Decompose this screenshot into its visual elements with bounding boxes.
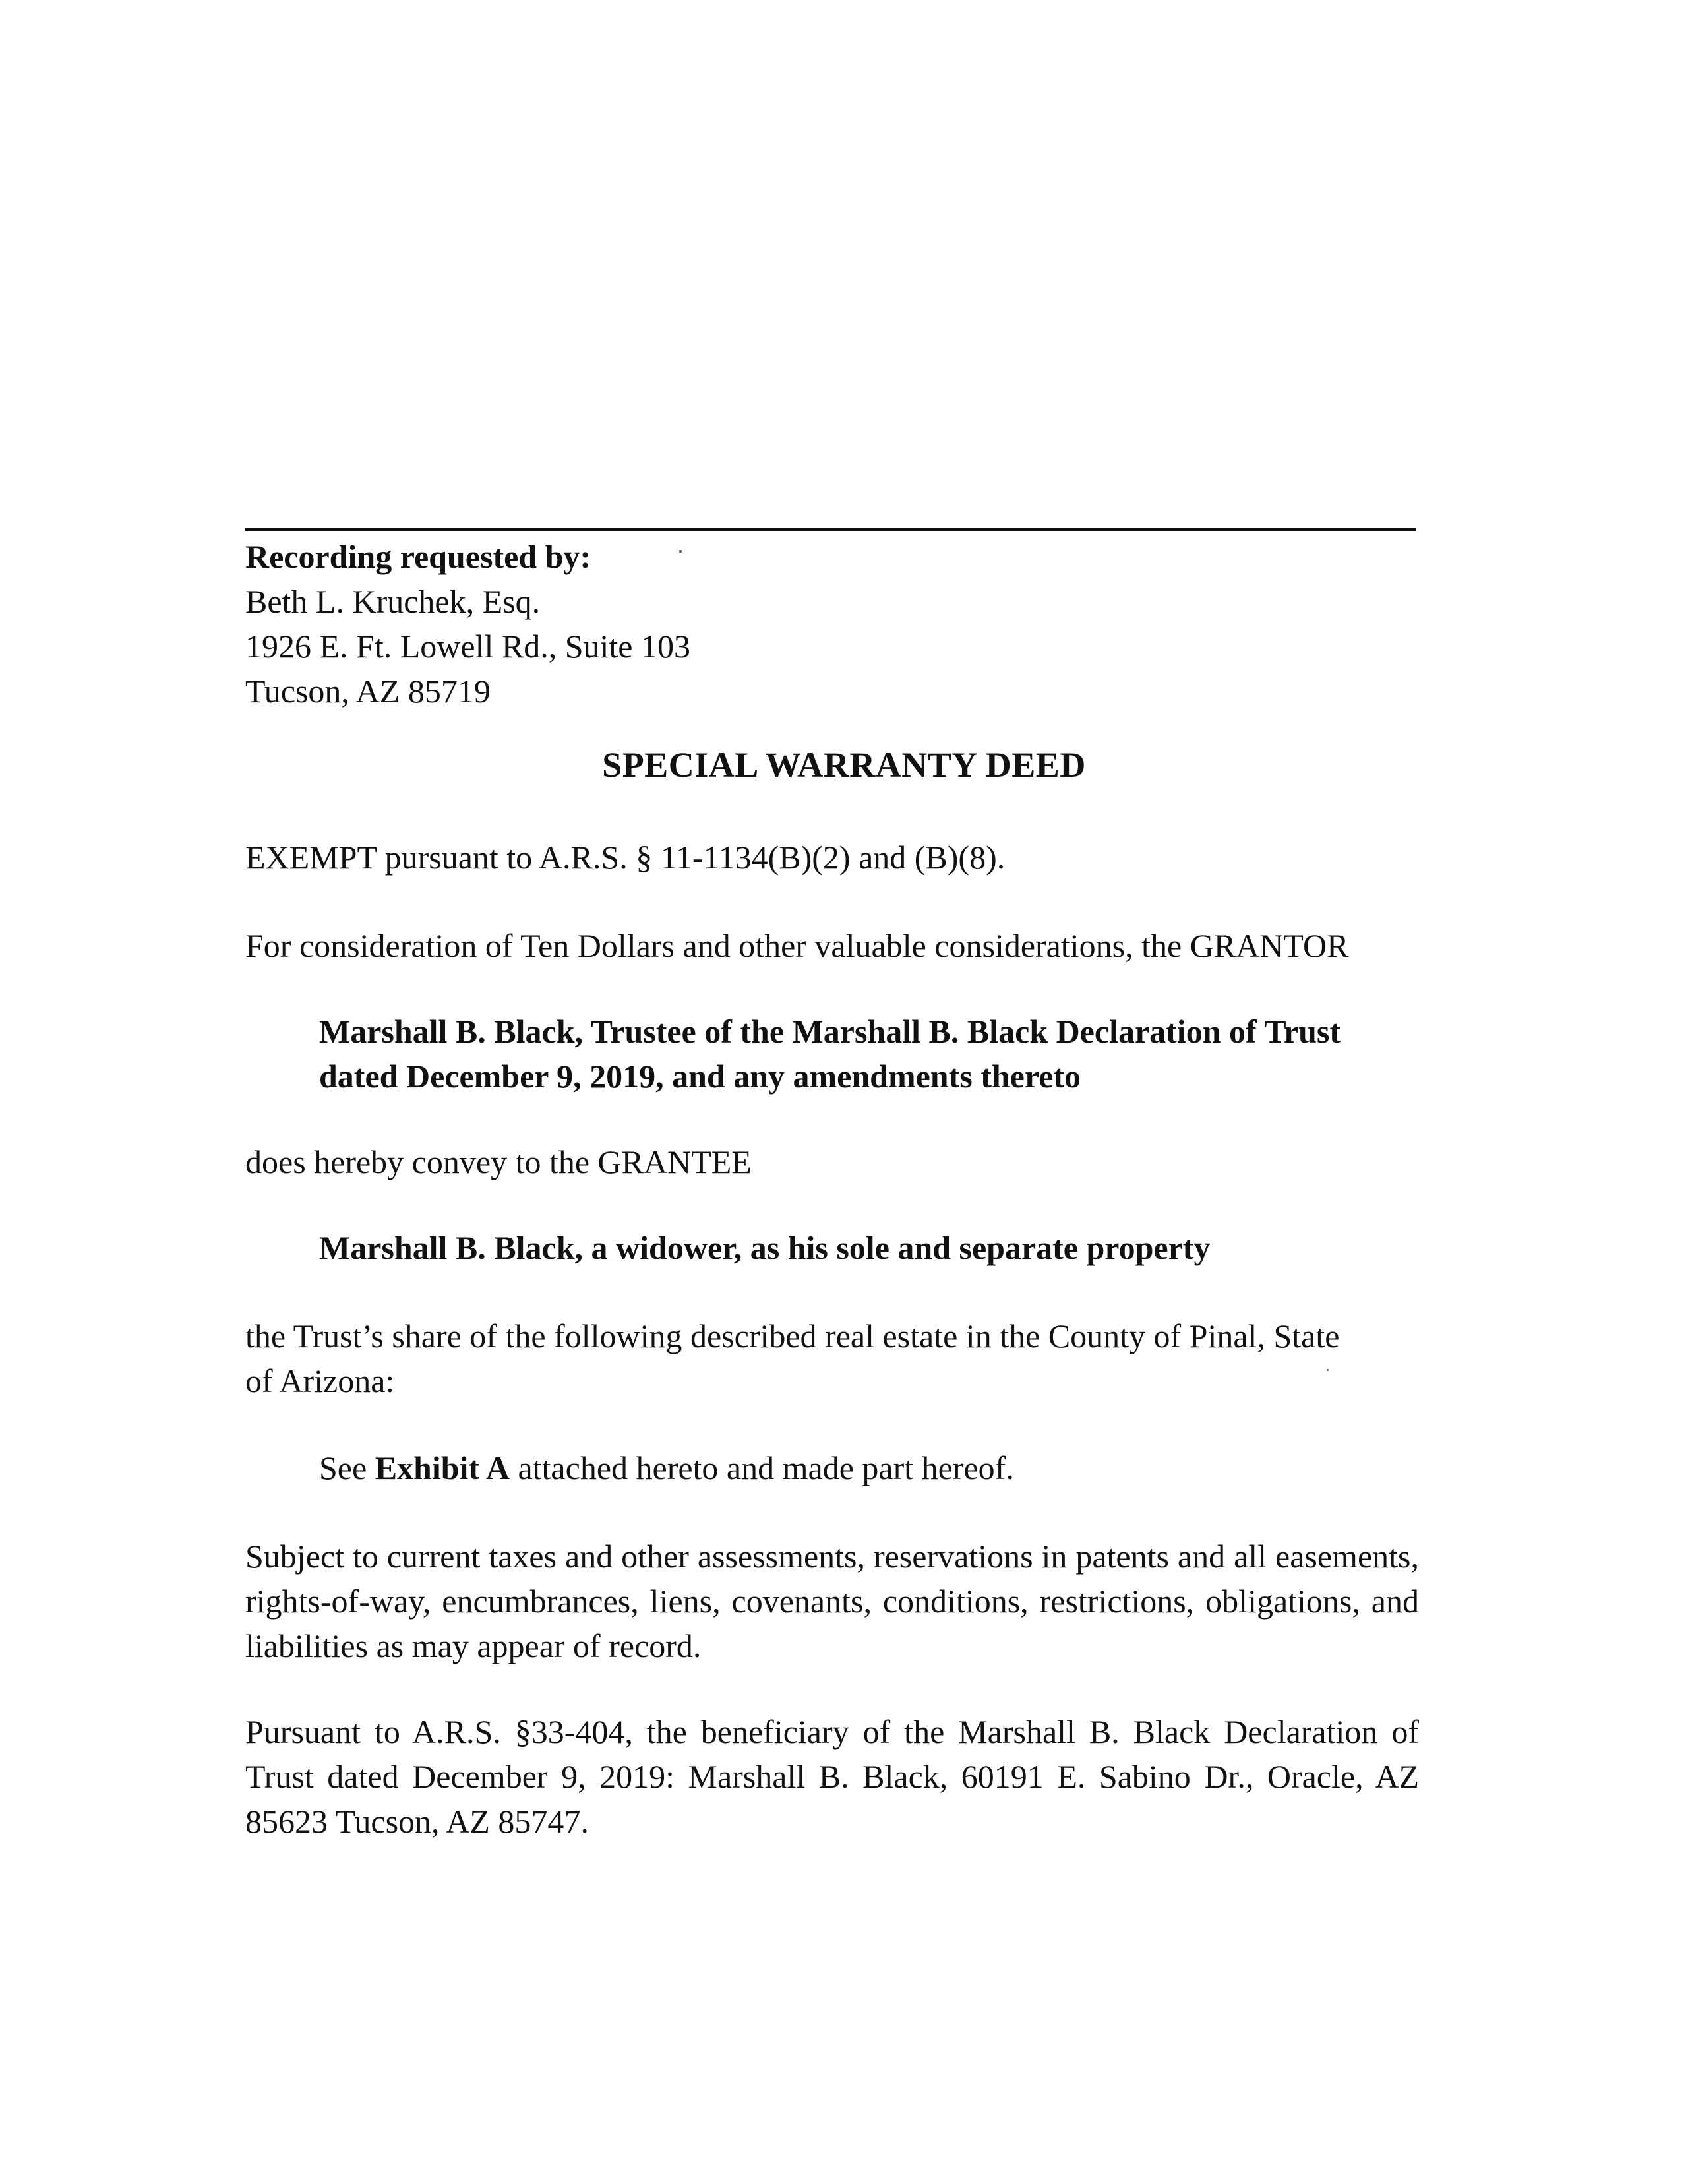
grantee-line: Marshall B. Black, a widower, as his sole and separate property [319,1229,1211,1266]
convey-line: does hereby convey to the GRANTEE [245,1143,752,1180]
consideration-line: For consideration of Ten Dollars and other valuable considerations, the GRANTOR [245,927,1349,964]
grantor-line2: dated December 9, 2019, and any amendments thereto [319,1058,1081,1095]
subject-to-paragraph: Subject to current taxes and other assessments, reservations in patents and all easements, rights-of-way, encumbrances, liens, covenants, conditions, restrictions, obligations, and liabilities as may appear of record. [245,1538,1419,1664]
exhibit-line [319,1445,1014,1490]
exhibit-prefix: See [319,1449,367,1486]
recording-name: Beth L. Kruchek, Esq. [245,583,541,620]
recording-requested-label: Recording requested by: [245,538,591,575]
deed-title: SPECIAL WARRANTY DEED [602,745,1086,785]
grantor-line1: Marshall B. Black, Trustee of the Marshall B. Black Declaration of Trust [319,1013,1341,1050]
beneficiary-paragraph: Pursuant to A.R.S. §33-404, the beneficiary of the Marshall B. Black Declaration of Trust dated December 9, 2019: Marshall B. Black, 60191 E. Sabino Dr., Oracle, AZ 85623 Tucson, AZ 85747. [245,1713,1419,1840]
property-description: the Trust’s share of the following described real estate in the County of Pinal, State of Arizona: [245,1318,1340,1399]
recording-area-divider [245,528,1416,531]
scan-speck [679,550,682,553]
exhibit-suffix: attached hereto and made part hereof. [518,1449,1014,1486]
scan-speck [1327,1369,1329,1371]
recording-address-line1: 1926 E. Ft. Lowell Rd., Suite 103 [245,628,690,665]
exhibit-label: Exhibit A [375,1449,510,1486]
exempt-line: EXEMPT pursuant to A.R.S. § 11-1134(B)(2) and (B)(8). [245,839,1006,876]
recording-address-line2: Tucson, AZ 85719 [245,673,491,710]
